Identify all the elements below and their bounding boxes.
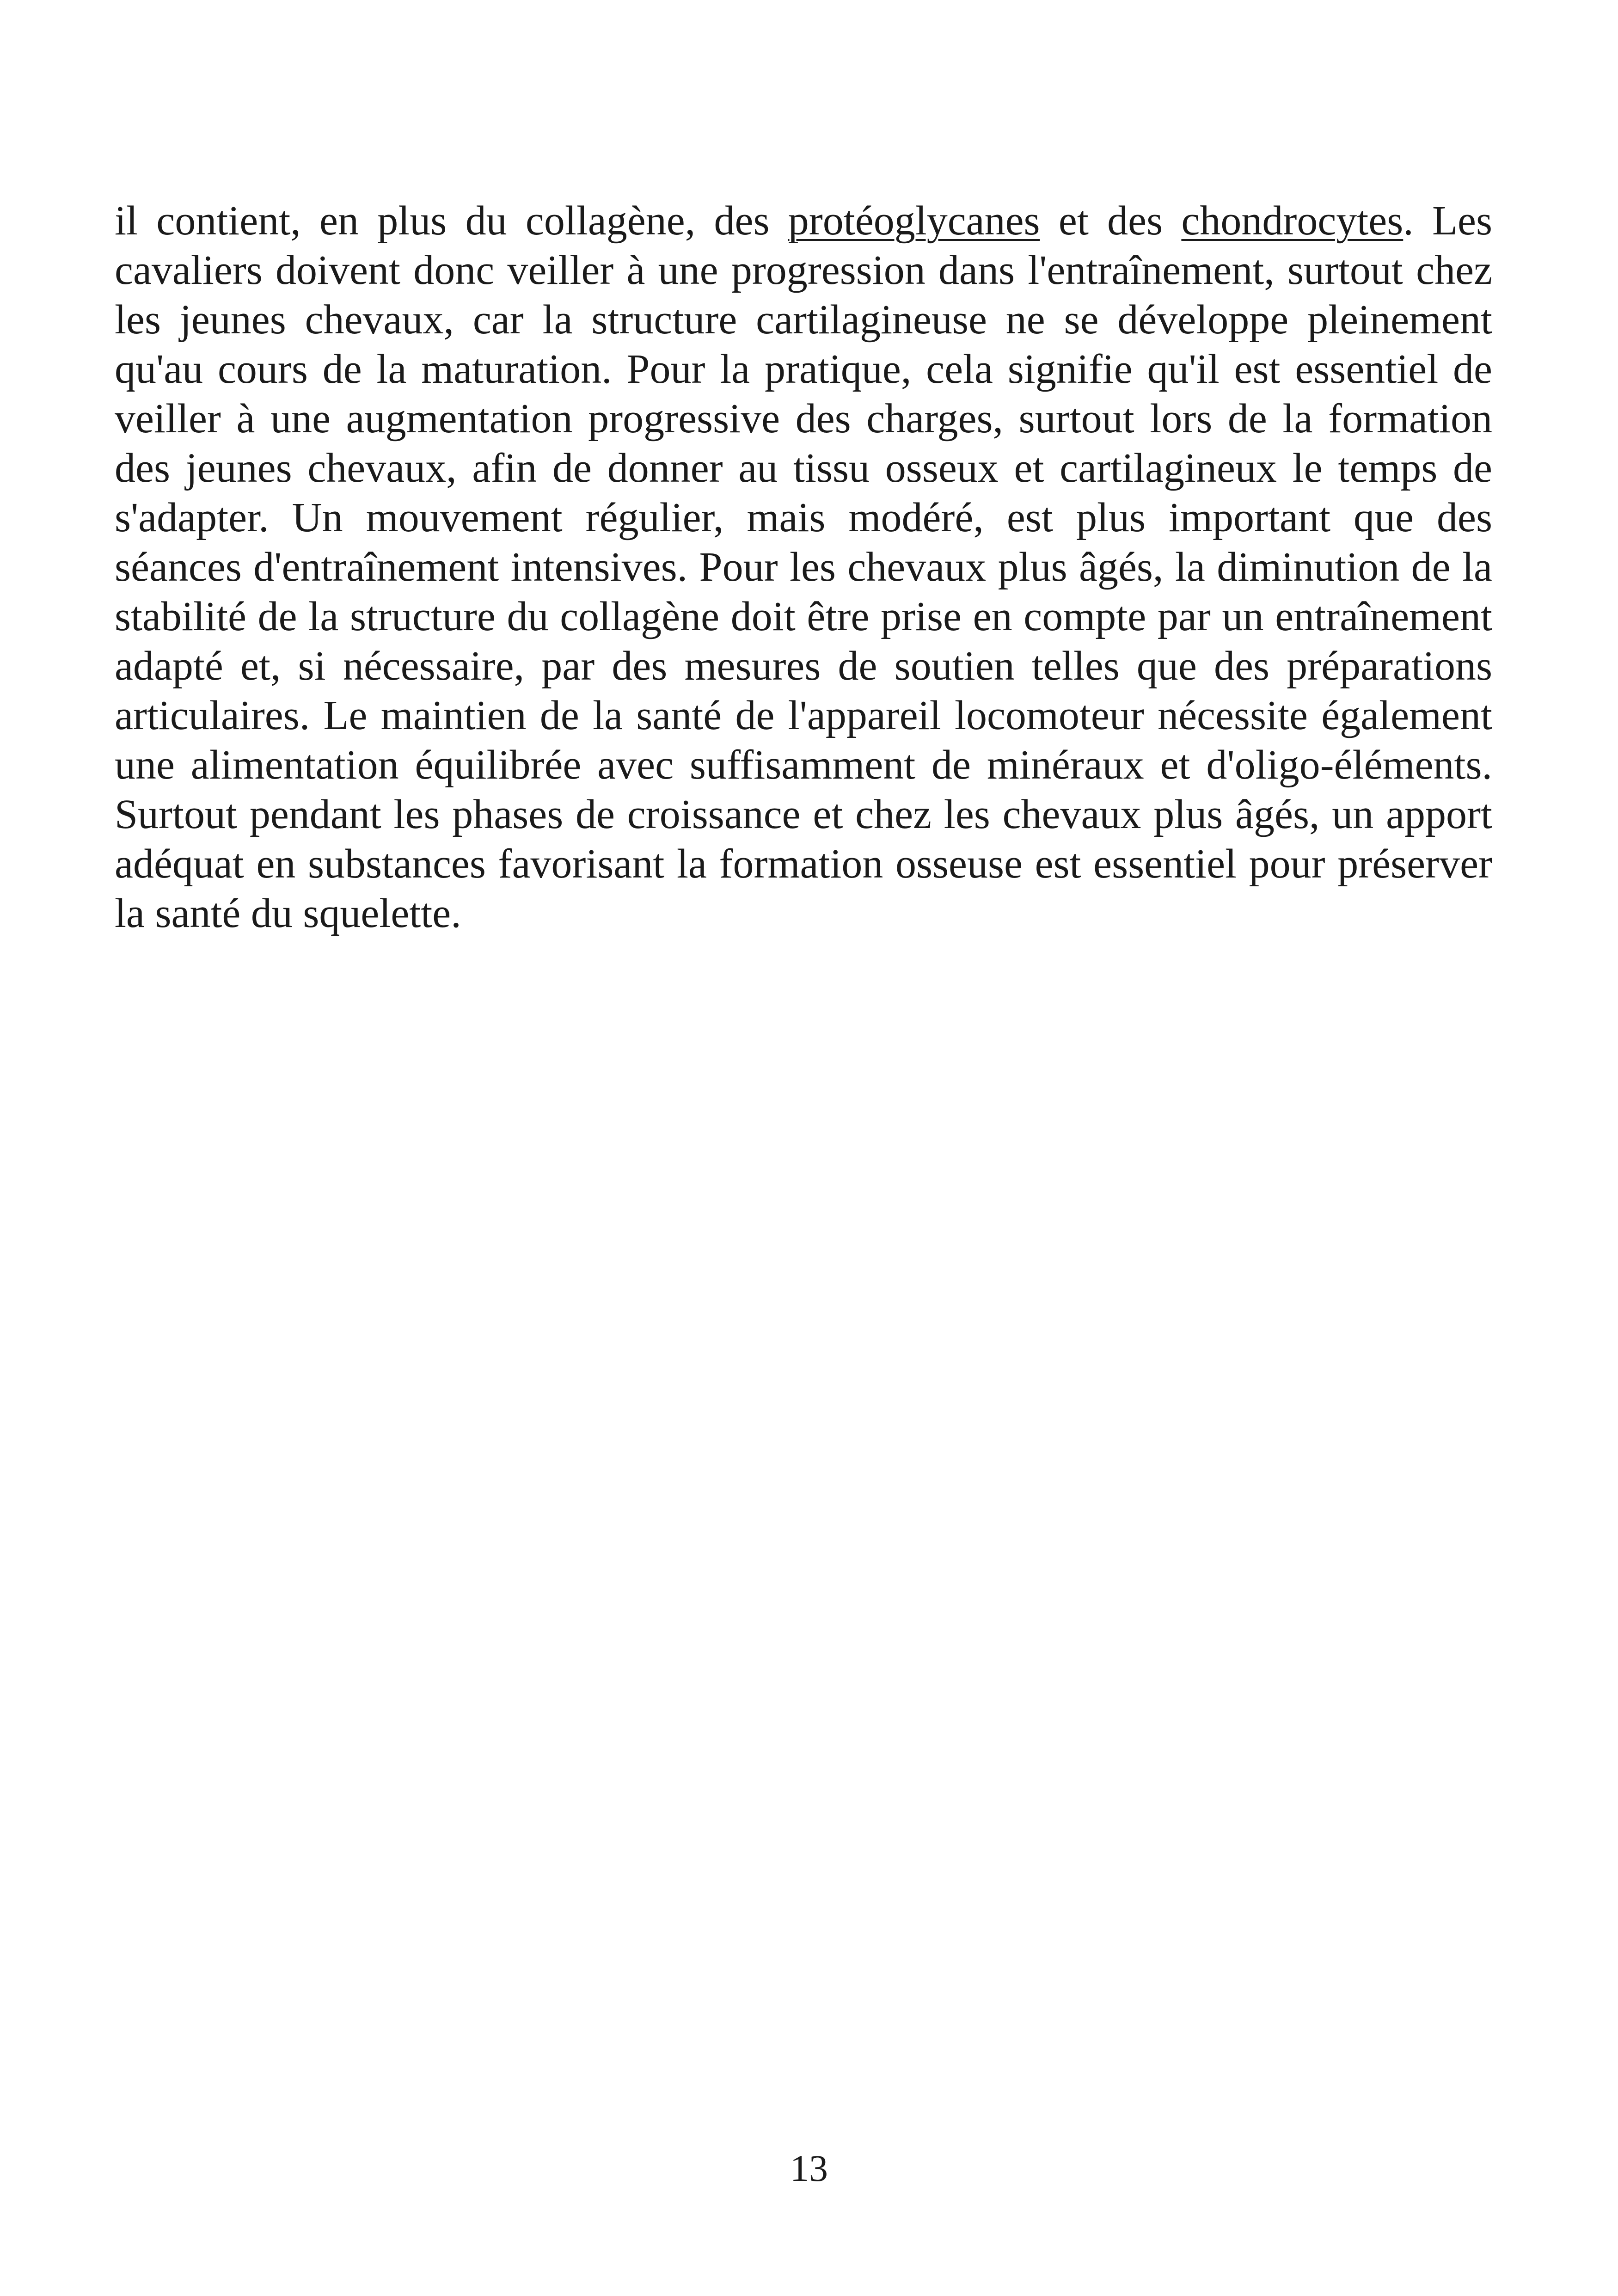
- paragraph-text-conjunction: et des: [1040, 198, 1182, 244]
- body-paragraph: [115, 196, 1492, 938]
- page-number: 13: [790, 2147, 828, 2189]
- paragraph-text-body: . Les cavaliers doivent donc veiller à une progression dans l'entraînement, surtout chez les jeunes chevaux, car la structure cartilagineuse ne se développe pleinement qu'au cours de la maturation. Pour la pratique, cela signifie qu'il est essentiel de veiller à une augmentation progressive des charges, surtout lors de la formation des jeunes chevaux, afin de donner au tissu osseux et cartilagineux le temps de s'adapter. Un mouvement régulier, mais modéré, est plus important que des séances d'entraînement intensives. Pour les chevaux plus âgés, la diminution de la stabilité de la structure du collagène doit être prise en compte par un entraînement adapté et, si nécessaire, par des mesures de soutien telles que des préparations articulaires. Le maintien de la santé de l'appareil locomoteur nécessite également une alimentation équilibrée avec suffisamment de minéraux et d'oligo-éléments. Surtout pendant les phases de croissance et chez les chevaux plus âgés, un apport adéquat en substances favorisant la formation osseuse est essentiel pour préserver la santé du squelette.: [115, 198, 1492, 936]
- link-proteoglycanes[interactable]: protéoglycanes: [788, 198, 1040, 244]
- link-chondrocytes[interactable]: chondrocytes: [1181, 198, 1403, 244]
- paragraph-text-start: il contient, en plus du collagène, des: [115, 198, 788, 244]
